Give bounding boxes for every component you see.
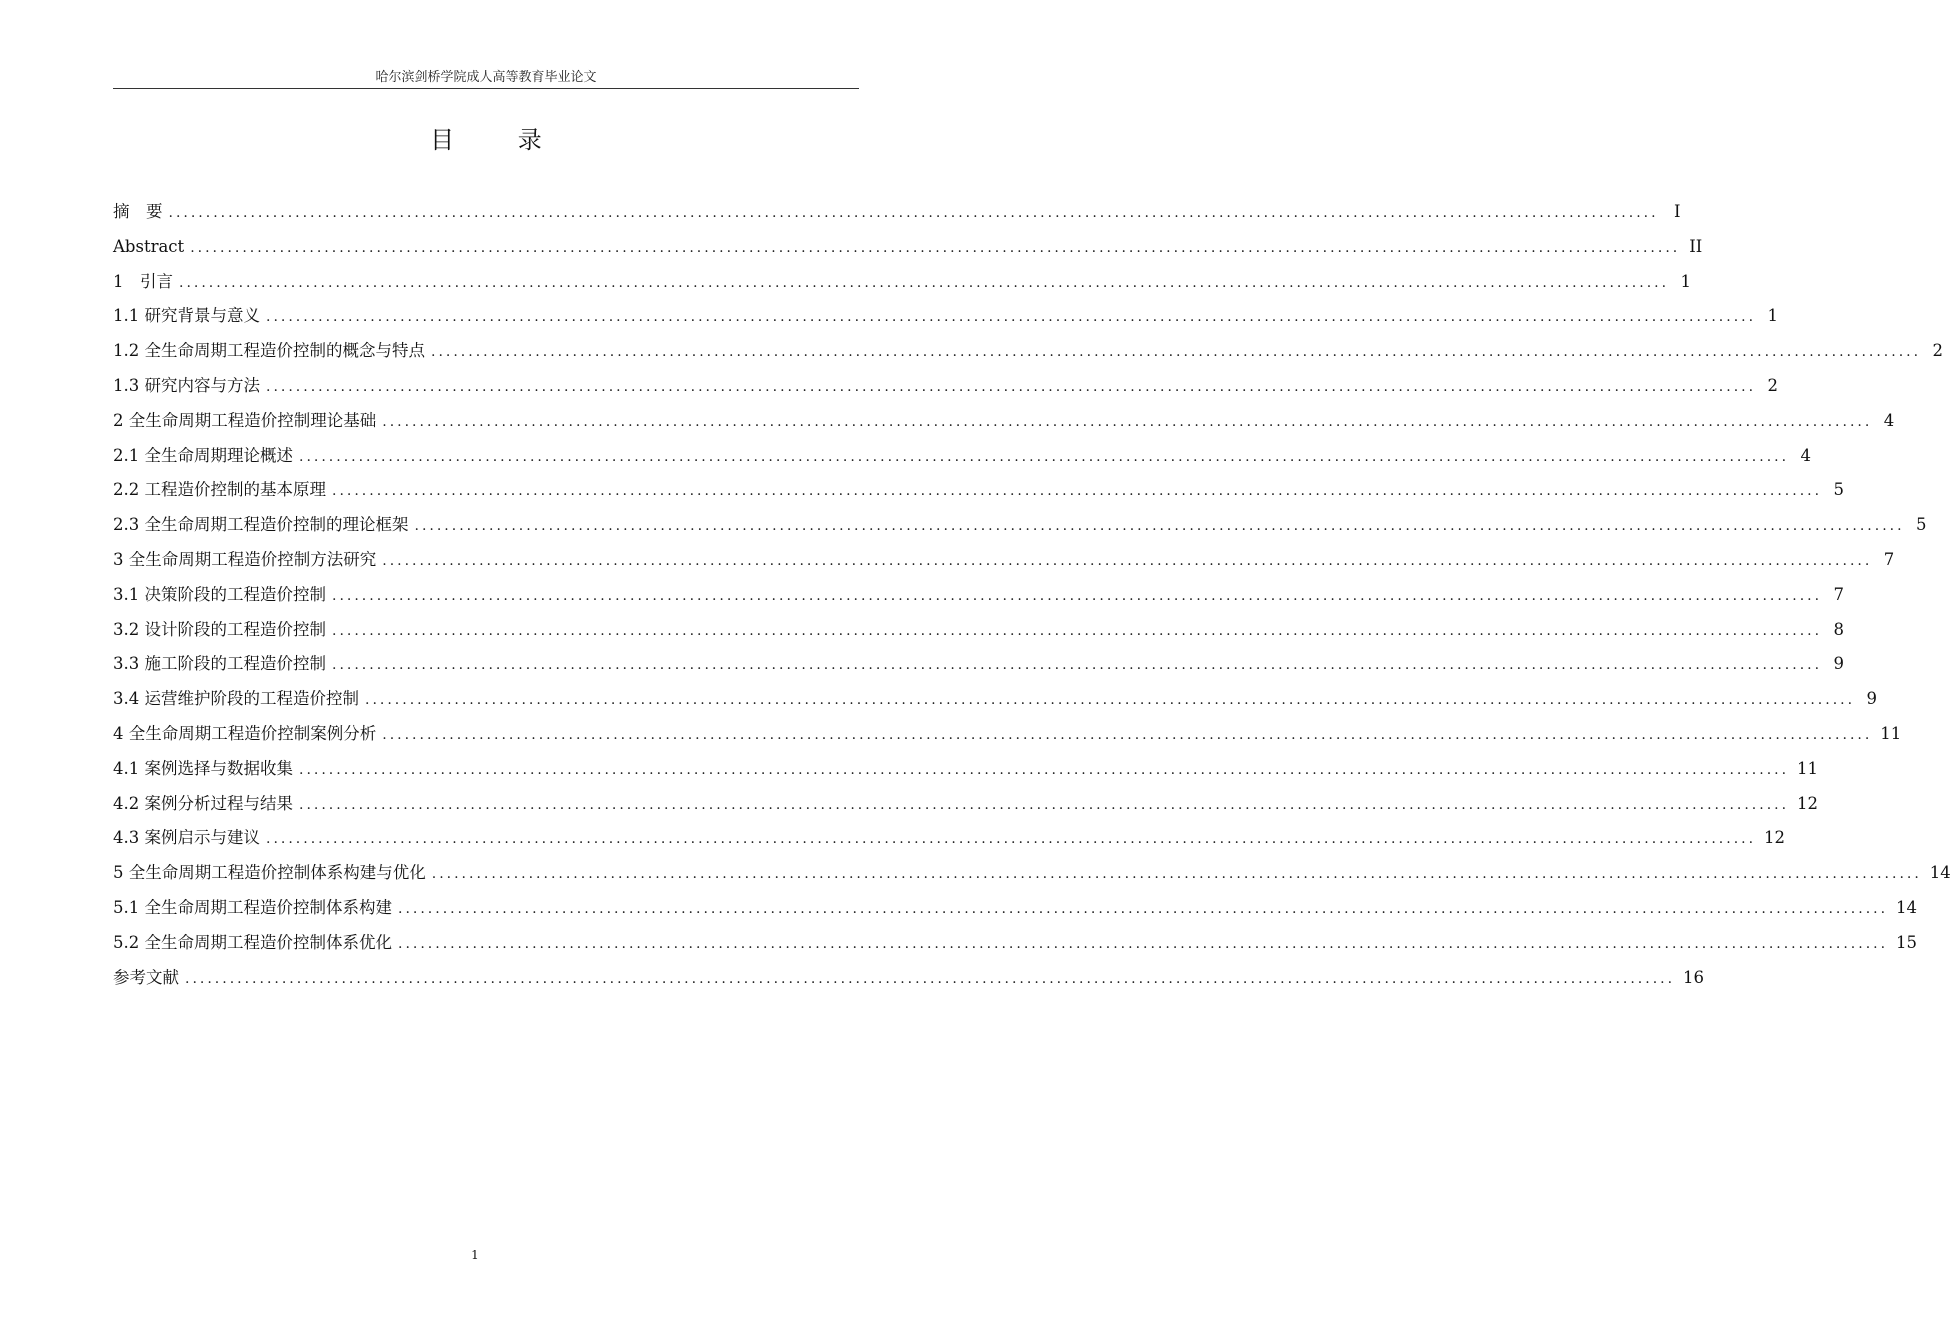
toc-entry-page: 11 (1880, 723, 1902, 743)
toc-entry-label: 1.3 研究内容与方法 (113, 375, 260, 395)
toc-entry-label: 2.1 全生命周期理论概述 (113, 445, 293, 465)
toc-dot-leader: ........................................................................................................................................................................................................ (382, 413, 1873, 430)
toc-entry-label: 4 全生命周期工程造价控制案例分析 (113, 723, 377, 743)
toc-entry-label: 5.2 全生命周期工程造价控制体系优化 (113, 932, 392, 952)
toc-entry-page: 11 (1797, 758, 1819, 778)
toc-entry-page: 4 (1800, 445, 1812, 465)
toc-entry-label: 3.4 运营维护阶段的工程造价控制 (113, 689, 359, 709)
toc-entry[interactable] (113, 334, 1944, 369)
toc-dot-leader: ........................................................................................................................................................................................................ (332, 587, 1823, 604)
toc-entry-page: 14 (1896, 897, 1918, 917)
toc-entry-label: 4.3 案例启示与建议 (113, 828, 260, 848)
toc-entry[interactable] (113, 439, 1812, 474)
toc-entry-page: I (1674, 202, 1681, 221)
toc-dot-leader: ........................................................................................................................................................................................................ (332, 657, 1823, 674)
toc-entry[interactable] (113, 473, 1845, 508)
toc-entry[interactable] (113, 265, 1692, 300)
toc-dot-leader: ........................................................................................................................................................................................................ (299, 761, 1790, 778)
toc-entry[interactable] (113, 821, 1786, 856)
toc-entry[interactable] (113, 230, 1703, 265)
toc-dot-leader: ........................................................................................................................................................................................................ (266, 831, 1757, 848)
toc-entry[interactable] (113, 578, 1845, 613)
toc-entry-label: 1.2 全生命周期工程造价控制的概念与特点 (113, 341, 425, 361)
toc-entry-label: 1.1 研究背景与意义 (113, 306, 260, 326)
toc-entry-page: 7 (1883, 549, 1895, 569)
toc-entry[interactable] (113, 752, 1819, 787)
page-title: 目 录 (430, 126, 570, 154)
toc-entry-label: 3.2 设计阶段的工程造价控制 (113, 619, 326, 639)
toc-entry-page: 2 (1767, 375, 1779, 395)
toc-dot-leader: ........................................................................................................................................................................................................ (398, 900, 1889, 917)
table-of-contents (113, 195, 1951, 995)
toc-entry-label: 5.1 全生命周期工程造价控制体系构建 (113, 897, 392, 917)
toc-entry-page: 9 (1866, 689, 1878, 709)
running-header: 哈尔滨剑桥学院成人高等教育毕业论文 (375, 70, 597, 85)
toc-entry-label: Abstract (113, 236, 185, 256)
toc-entry-page: 5 (1833, 480, 1845, 500)
toc-entry-page: 4 (1883, 410, 1895, 430)
toc-entry-page: 5 (1916, 515, 1927, 535)
toc-entry[interactable] (113, 404, 1895, 439)
toc-entry[interactable] (113, 299, 1779, 334)
toc-dot-leader: ........................................................................................................................................................................................................ (185, 970, 1676, 987)
toc-dot-leader: ........................................................................................................................................................................................................ (414, 518, 1905, 535)
toc-entry[interactable] (113, 891, 1918, 926)
toc-entry-page: 2 (1932, 341, 1944, 361)
toc-entry[interactable] (113, 926, 1918, 961)
toc-entry[interactable] (113, 856, 1951, 891)
toc-entry-label: 2.3 全生命周期工程造价控制的理论框架 (113, 515, 409, 535)
toc-entry-page: II (1689, 236, 1703, 256)
toc-entry[interactable] (113, 543, 1895, 578)
toc-entry-page: 14 (1929, 863, 1951, 883)
toc-entry-label: 2 全生命周期工程造价控制理论基础 (113, 410, 377, 430)
toc-entry[interactable] (113, 647, 1845, 682)
toc-dot-leader: ........................................................................................................................................................................................................ (382, 552, 1873, 569)
toc-dot-leader: ........................................................................................................................................................................................................ (382, 726, 1873, 743)
toc-dot-leader: ........................................................................................................................................................................................................ (168, 205, 1659, 221)
toc-entry-page: 15 (1896, 932, 1918, 952)
toc-dot-leader: ........................................................................................................................................................................................................ (332, 483, 1823, 500)
page-number: 1 (471, 1248, 479, 1262)
toc-dot-leader: ........................................................................................................................................................................................................ (179, 274, 1670, 291)
toc-dot-leader: ........................................................................................................................................................................................................ (266, 309, 1757, 326)
toc-entry-label: 5 全生命周期工程造价控制体系构建与优化 (113, 863, 426, 883)
toc-dot-leader: ........................................................................................................................................................................................................ (266, 378, 1757, 395)
toc-entry-label: 4.1 案例选择与数据收集 (113, 758, 293, 778)
toc-entry[interactable] (113, 961, 1705, 996)
toc-entry-label: 3 全生命周期工程造价控制方法研究 (113, 549, 377, 569)
toc-dot-leader: ........................................................................................................................................................................................................ (299, 448, 1790, 465)
toc-entry[interactable] (113, 717, 1902, 752)
toc-dot-leader: ........................................................................................................................................................................................................ (398, 935, 1889, 952)
toc-entry-page: 8 (1833, 619, 1845, 639)
toc-dot-leader: ........................................................................................................................................................................................................ (431, 344, 1922, 361)
toc-entry[interactable] (113, 613, 1845, 648)
toc-dot-leader: ........................................................................................................................................................................................................ (190, 239, 1681, 256)
toc-entry-label: 2.2 工程造价控制的基本原理 (113, 480, 326, 500)
toc-entry-page: 1 (1767, 306, 1779, 326)
toc-entry-label: 摘 要 (113, 202, 163, 221)
toc-entry-page: 7 (1833, 584, 1845, 604)
toc-entry-page: 12 (1797, 793, 1819, 813)
toc-dot-leader: ........................................................................................................................................................................................................ (299, 796, 1790, 813)
toc-entry-page: 16 (1683, 967, 1705, 987)
toc-entry-page: 1 (1680, 271, 1692, 291)
toc-entry[interactable] (113, 508, 1927, 543)
toc-dot-leader: ........................................................................................................................................................................................................ (365, 692, 1856, 709)
toc-entry[interactable] (113, 682, 1878, 717)
toc-entry[interactable] (113, 369, 1779, 404)
toc-entry-page: 9 (1833, 654, 1845, 674)
toc-entry-label: 3.3 施工阶段的工程造价控制 (113, 654, 326, 674)
toc-entry-page: 12 (1764, 828, 1786, 848)
toc-entry-label: 1 引言 (113, 271, 173, 291)
toc-entry-label: 3.1 决策阶段的工程造价控制 (113, 584, 326, 604)
toc-entry[interactable] (113, 195, 1681, 230)
toc-dot-leader: ........................................................................................................................................................................................................ (431, 866, 1922, 883)
toc-entry-label: 参考文献 (113, 967, 179, 987)
toc-entry[interactable] (113, 787, 1819, 822)
toc-entry-label: 4.2 案例分析过程与结果 (113, 793, 293, 813)
toc-dot-leader: ........................................................................................................................................................................................................ (332, 622, 1823, 639)
header-rule (113, 88, 859, 89)
